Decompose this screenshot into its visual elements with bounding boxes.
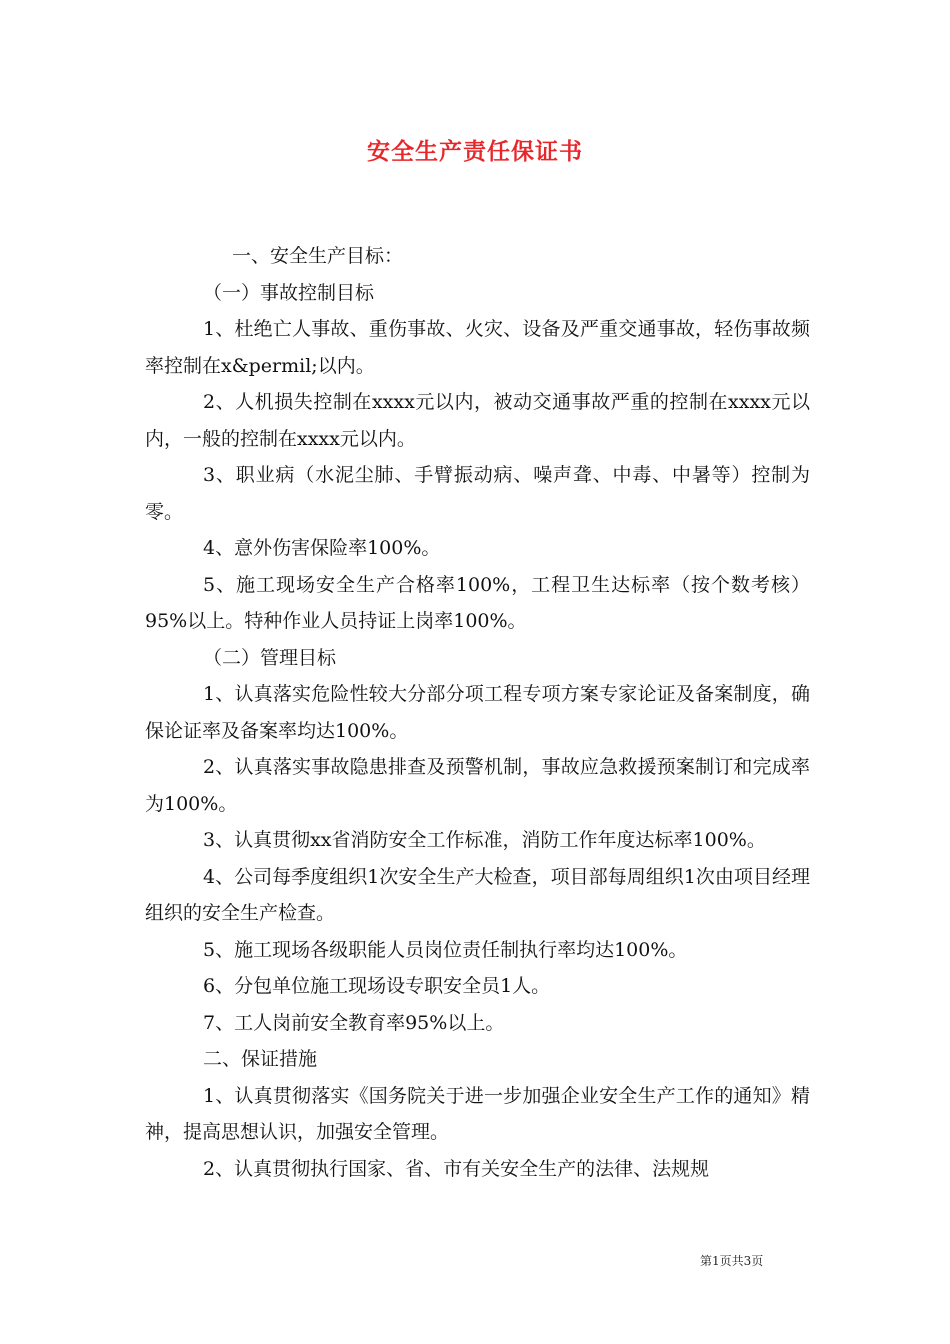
paragraph: 1、认真落实危险性较大分部分项工程专项方案专家论证及备案制度，确保论证率及备案率均达100%。 <box>145 683 810 742</box>
section-heading-measures: 二、保证措施 <box>203 1048 318 1070</box>
paragraph: 7、工人岗前安全教育率95%以上。 <box>203 1011 505 1034</box>
paragraph: 3、职业病（水泥尘肺、手臂振动病、噪声聋、中毒、中暑等）控制为零。 <box>145 464 810 523</box>
subsection-heading-accident-control: （一）事故控制目标 <box>203 281 375 304</box>
document-body <box>145 238 810 1187</box>
paragraph: 2、人机损失控制在xxxx元以内，被动交通事故严重的控制在xxxx元以内，一般的控制在xxxx元以内。 <box>145 391 810 450</box>
paragraph: 2、认真落实事故隐患排查及预警机制，事故应急救援预案制订和完成率为100%。 <box>145 756 810 815</box>
document-title: 安全生产责任保证书 <box>367 138 583 165</box>
page-indicator: 第1页共3页 <box>700 1254 764 1268</box>
paragraph: 3、认真贯彻xx省消防安全工作标准，消防工作年度达标率100%。 <box>203 829 766 851</box>
paragraph: 2、认真贯彻执行国家、省、市有关安全生产的法律、法规规 <box>203 1157 710 1180</box>
section-heading-targets: 一、安全生产目标： <box>232 245 404 267</box>
paragraph: 1、认真贯彻落实《国务院关于进一步加强企业安全生产工作的通知》精神，提高思想认识，加强安全管理。 <box>145 1084 810 1143</box>
paragraph: 5、施工现场安全生产合格率100%，工程卫生达标率（按个数考核）95%以上。特种作业人员持证上岗率100%。 <box>145 573 810 632</box>
paragraph: 6、分包单位施工现场设专职安全员1人。 <box>203 975 551 997</box>
paragraph: 4、意外伤害保险率100%。 <box>203 537 441 559</box>
paragraph: 4、公司每季度组织1次安全生产大检查，项目部每周组织1次由项目经理组织的安全生产检查。 <box>145 865 810 924</box>
paragraph: 1、杜绝亡人事故、重伤事故、火灾、设备及严重交通事故，轻伤事故频率控制在x&permil;以内。 <box>145 318 810 377</box>
paragraph: 5、施工现场各级职能人员岗位责任制执行率均达100%。 <box>203 938 688 961</box>
subsection-heading-management: （二）管理目标 <box>203 646 337 669</box>
